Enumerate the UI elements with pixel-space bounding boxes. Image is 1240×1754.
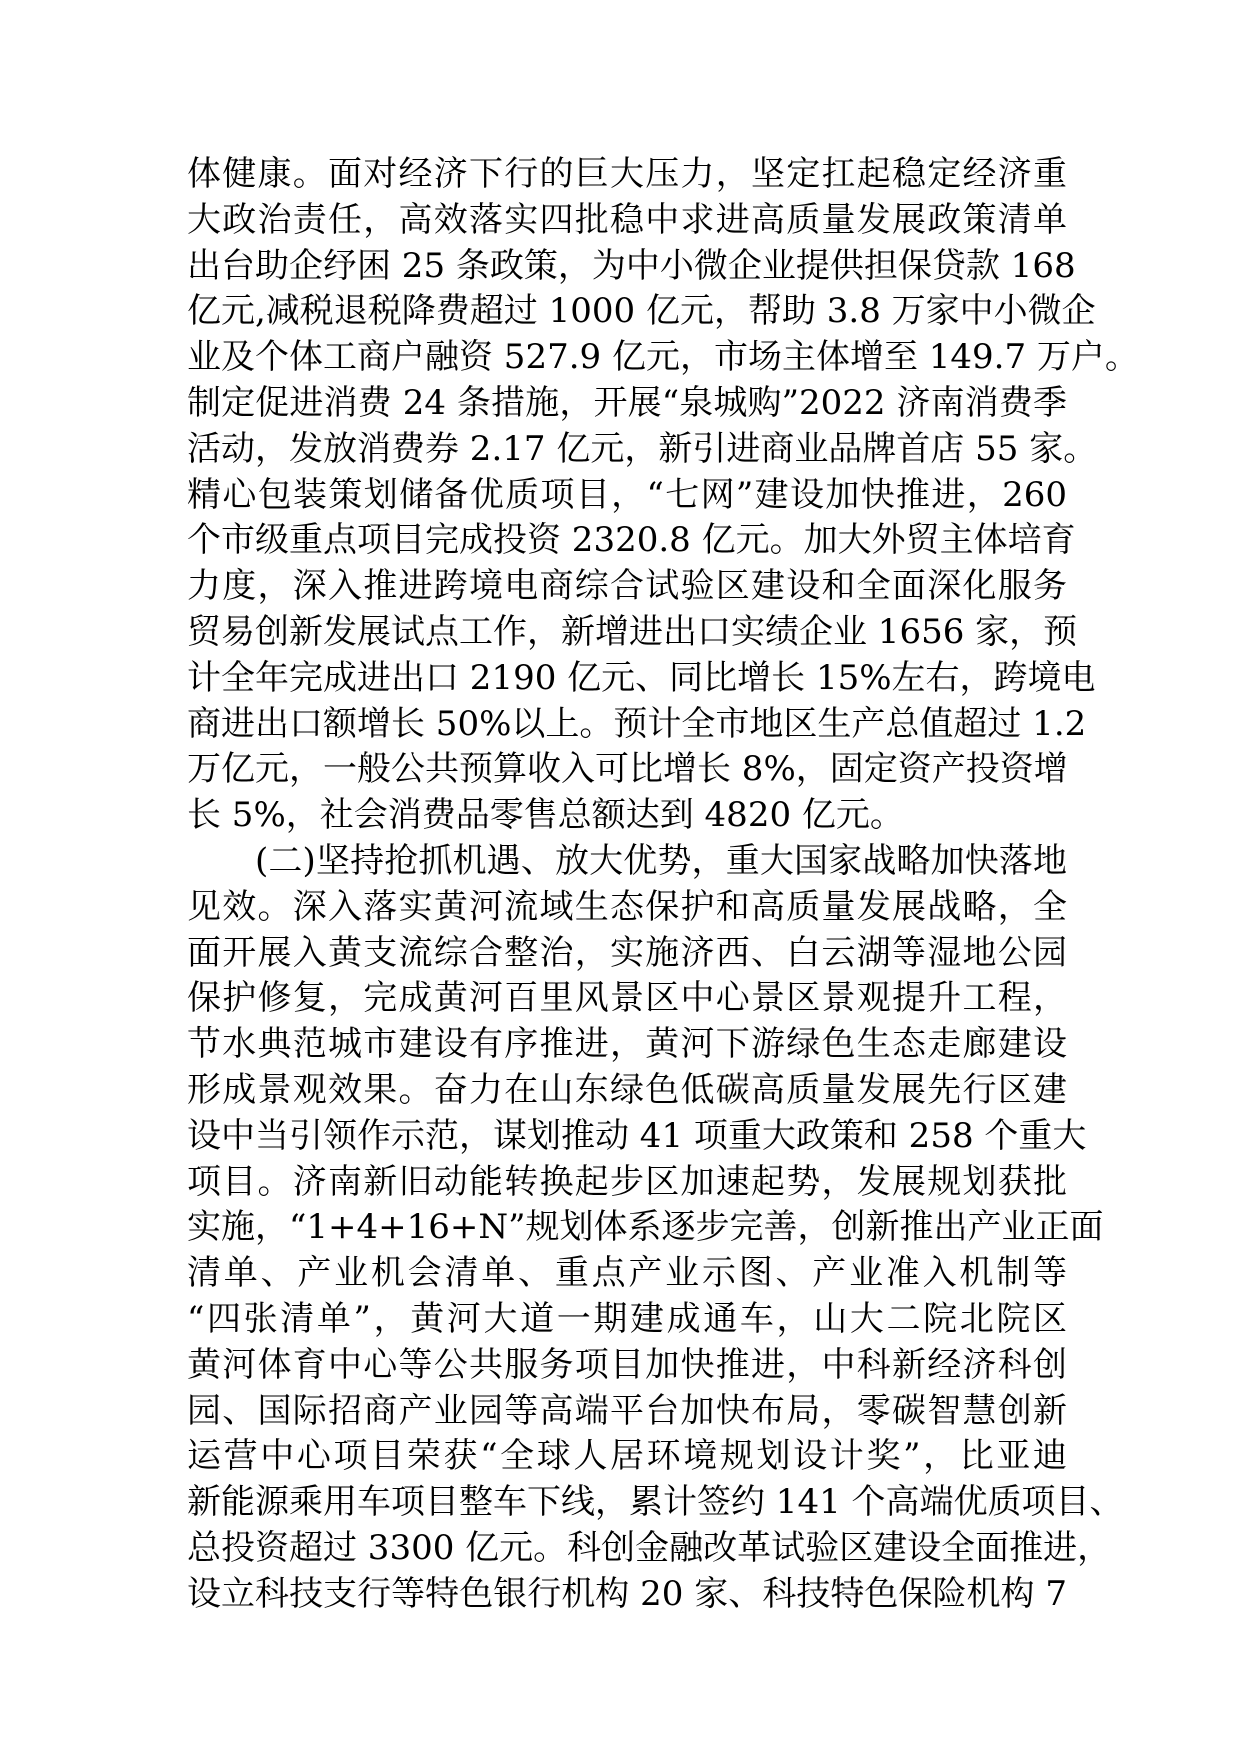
text-line: 实施，“1+4+16+N”规划体系逐步完善，创新推出产业正面 [187,1207,1104,1248]
text-line: 亿元,减税退税降费超过 1000 亿元，帮助 3.8 万家中小微企 [187,291,1096,332]
text-line: 保护修复，完成黄河百里风景区中心景区景观提升工程， [187,978,1067,1019]
text-line: 见效。深入落实黄河流域生态保护和高质量发展战略，全 [187,886,1067,927]
text-line: 节水典范城市建设有序推进，黄河下游绿色生态走廊建设 [187,1024,1067,1065]
body-text [187,152,1139,1618]
text-line: 项目。济南新旧动能转换起步区加速起势，发展规划获批 [187,1161,1067,1202]
text-line: “四张清单”，黄河大道一期建成通车，山大二院北院区 [187,1298,1067,1339]
text-line: 贸易创新发展试点工作，新增进出口实绩企业 1656 家，预 [187,611,1078,652]
text-line: 商进出口额增长 50%以上。预计全市地区生产总值超过 1.2 [187,703,1087,744]
text-line: 业及个体工商户融资 527.9 亿元，市场主体增至 149.7 万户。 [187,337,1139,378]
text-line: 运营中心项目荣获“全球人居环境规划设计奖”，比亚迪 [187,1436,1067,1477]
text-line: 形成景观效果。奋力在山东绿色低碳高质量发展先行区建 [187,1069,1067,1110]
text-line: 新能源乘用车项目整车下线，累计签约 141 个高端优质项目、 [187,1482,1124,1523]
text-line: 万亿元，一般公共预算收入可比增长 8%，固定资产投资增 [187,749,1068,790]
text-line: 制定促进消费 24 条措施，开展“泉城购”2022 济南消费季 [187,382,1067,423]
text-line: 个市级重点项目完成投资 2320.8 亿元。加大外贸主体培育 [187,520,1076,561]
text-line: 活动，发放消费券 2.17 亿元，新引进商业品牌首店 55 家。 [187,428,1098,469]
paragraph-end-line: 长 5%，社会消费品零售总额达到 4820 亿元。 [187,795,904,836]
section-heading-line: (二)坚持抢抓机遇、放大优势，重大国家战略加快落地 [255,840,1067,881]
text-line: 黄河体育中心等公共服务项目加快推进，中科新经济科创 [187,1344,1067,1385]
text-line: 园、国际招商产业园等高端平台加快布局，零碳智慧创新 [187,1390,1067,1431]
text-line: 力度，深入推进跨境电商综合试验区建设和全面深化服务 [187,566,1067,607]
text-line: 计全年完成进出口 2190 亿元、同比增长 15%左右，跨境电 [187,657,1096,698]
text-line: 清单、产业机会清单、重点产业示图、产业准入机制等 [187,1253,1067,1294]
text-line: 面开展入黄支流综合整治，实施济西、白云湖等湿地公园 [187,932,1067,973]
text-line: 总投资超过 3300 亿元。科创金融改革试验区建设全面推进， [187,1527,1112,1568]
text-line: 精心包装策划储备优质项目，“七网”建设加快推进，260 [187,474,1067,515]
text-line: 大政治责任，高效落实四批稳中求进高质量发展政策清单 [187,199,1067,240]
text-line: 设立科技支行等特色银行机构 20 家、科技特色保险机构 7 [187,1573,1067,1614]
text-line: 出台助企纾困 25 条政策，为中小微企业提供担保贷款 168 [187,245,1076,286]
text-line: 设中当引领作示范，谋划推动 41 项重大政策和 258 个重大 [187,1115,1087,1156]
text-line: 体健康。面对经济下行的巨大压力，坚定扛起稳定经济重 [187,154,1067,194]
